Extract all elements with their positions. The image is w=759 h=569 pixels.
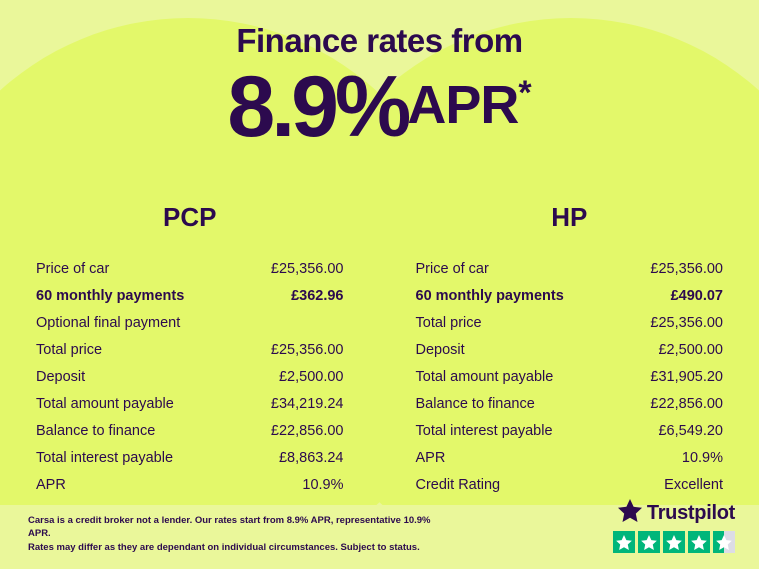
row-value: £25,356.00 [650, 314, 723, 331]
row-label: APR [415, 449, 446, 466]
table-row [36, 444, 344, 471]
row-value: £25,356.00 [270, 260, 344, 277]
row-value: £25,356.00 [650, 260, 723, 277]
table-row [416, 363, 724, 390]
row-label: Balance to finance [36, 422, 156, 439]
row-label: Deposit [36, 368, 86, 385]
row-value: £2,500.00 [658, 341, 723, 358]
table-row [36, 363, 344, 390]
finance-column-hp [380, 202, 759, 525]
row-value: Excellent [664, 476, 723, 493]
trustpilot-label: Trustpilot [646, 501, 735, 524]
table-row [36, 390, 344, 417]
column-title-pcp: PCP [163, 202, 217, 232]
trustpilot-star-icon [618, 499, 642, 527]
row-value: £25,356.00 [270, 341, 344, 358]
rate-unit: APR [407, 75, 519, 135]
row-label: Deposit [415, 341, 465, 358]
row-label: Balance to finance [415, 395, 535, 412]
row-value: £362.96 [291, 287, 344, 304]
star-icon [638, 531, 660, 553]
row-value: £8,863.24 [278, 449, 344, 466]
disclaimer-text [28, 514, 448, 555]
star-half-icon [713, 531, 735, 553]
table-row [36, 309, 344, 336]
trustpilot-rating [613, 499, 735, 553]
row-label: Optional final payment [36, 314, 181, 331]
table-row [36, 417, 344, 444]
trustpilot-stars [613, 531, 735, 553]
row-value: £31,905.20 [650, 368, 723, 385]
disclaimer-line-1: Carsa is a credit broker not a lender. Our rates start from 8.9% APR, representative 10.9% APR. [28, 514, 431, 540]
row-value: 10.9% [302, 476, 344, 493]
rate-display [0, 59, 759, 155]
table-row [36, 336, 344, 363]
table-row [36, 255, 344, 282]
rate-value: 8.9% [227, 59, 408, 155]
finance-column-pcp [0, 202, 380, 525]
table-row [416, 417, 724, 444]
row-label: Total interest payable [415, 422, 553, 439]
row-label: Total price [415, 314, 482, 331]
row-value: £22,856.00 [650, 395, 723, 412]
finance-columns [0, 202, 759, 525]
table-row [416, 444, 724, 471]
row-value: £22,856.00 [270, 422, 344, 439]
row-label: Total interest payable [36, 449, 174, 466]
row-label: APR [36, 476, 66, 493]
column-title-hp: HP [551, 202, 588, 232]
row-value: £2,500.00 [278, 368, 344, 385]
trustpilot-logo [613, 499, 735, 527]
star-icon [613, 531, 635, 553]
row-value: £6,549.20 [658, 422, 723, 439]
rate-asterisk: * [518, 74, 532, 112]
table-row [416, 390, 724, 417]
row-label: 60 monthly payments [36, 287, 185, 304]
row-label: Total price [36, 341, 103, 358]
table-row [416, 309, 724, 336]
row-label: Price of car [36, 260, 110, 277]
table-row [416, 255, 724, 282]
star-icon [663, 531, 685, 553]
table-row [416, 336, 724, 363]
row-label: Total amount payable [36, 395, 174, 412]
disclaimer-line-2: Rates may differ as they are dependant on individual circumstances. Subject to status. [28, 542, 420, 554]
star-icon [688, 531, 710, 553]
row-label: Total amount payable [415, 368, 554, 385]
row-label: Price of car [415, 260, 489, 277]
table-row [416, 282, 724, 309]
row-label: 60 monthly payments [415, 287, 564, 304]
footer [0, 501, 759, 569]
table-row [36, 471, 344, 498]
row-label: Credit Rating [415, 476, 501, 493]
table-row [36, 282, 344, 309]
row-value: 10.9% [681, 449, 723, 466]
row-value: £490.07 [670, 287, 723, 304]
page-title: Finance rates from [236, 22, 523, 59]
row-value: £34,219.24 [270, 395, 344, 412]
table-row [416, 471, 724, 498]
